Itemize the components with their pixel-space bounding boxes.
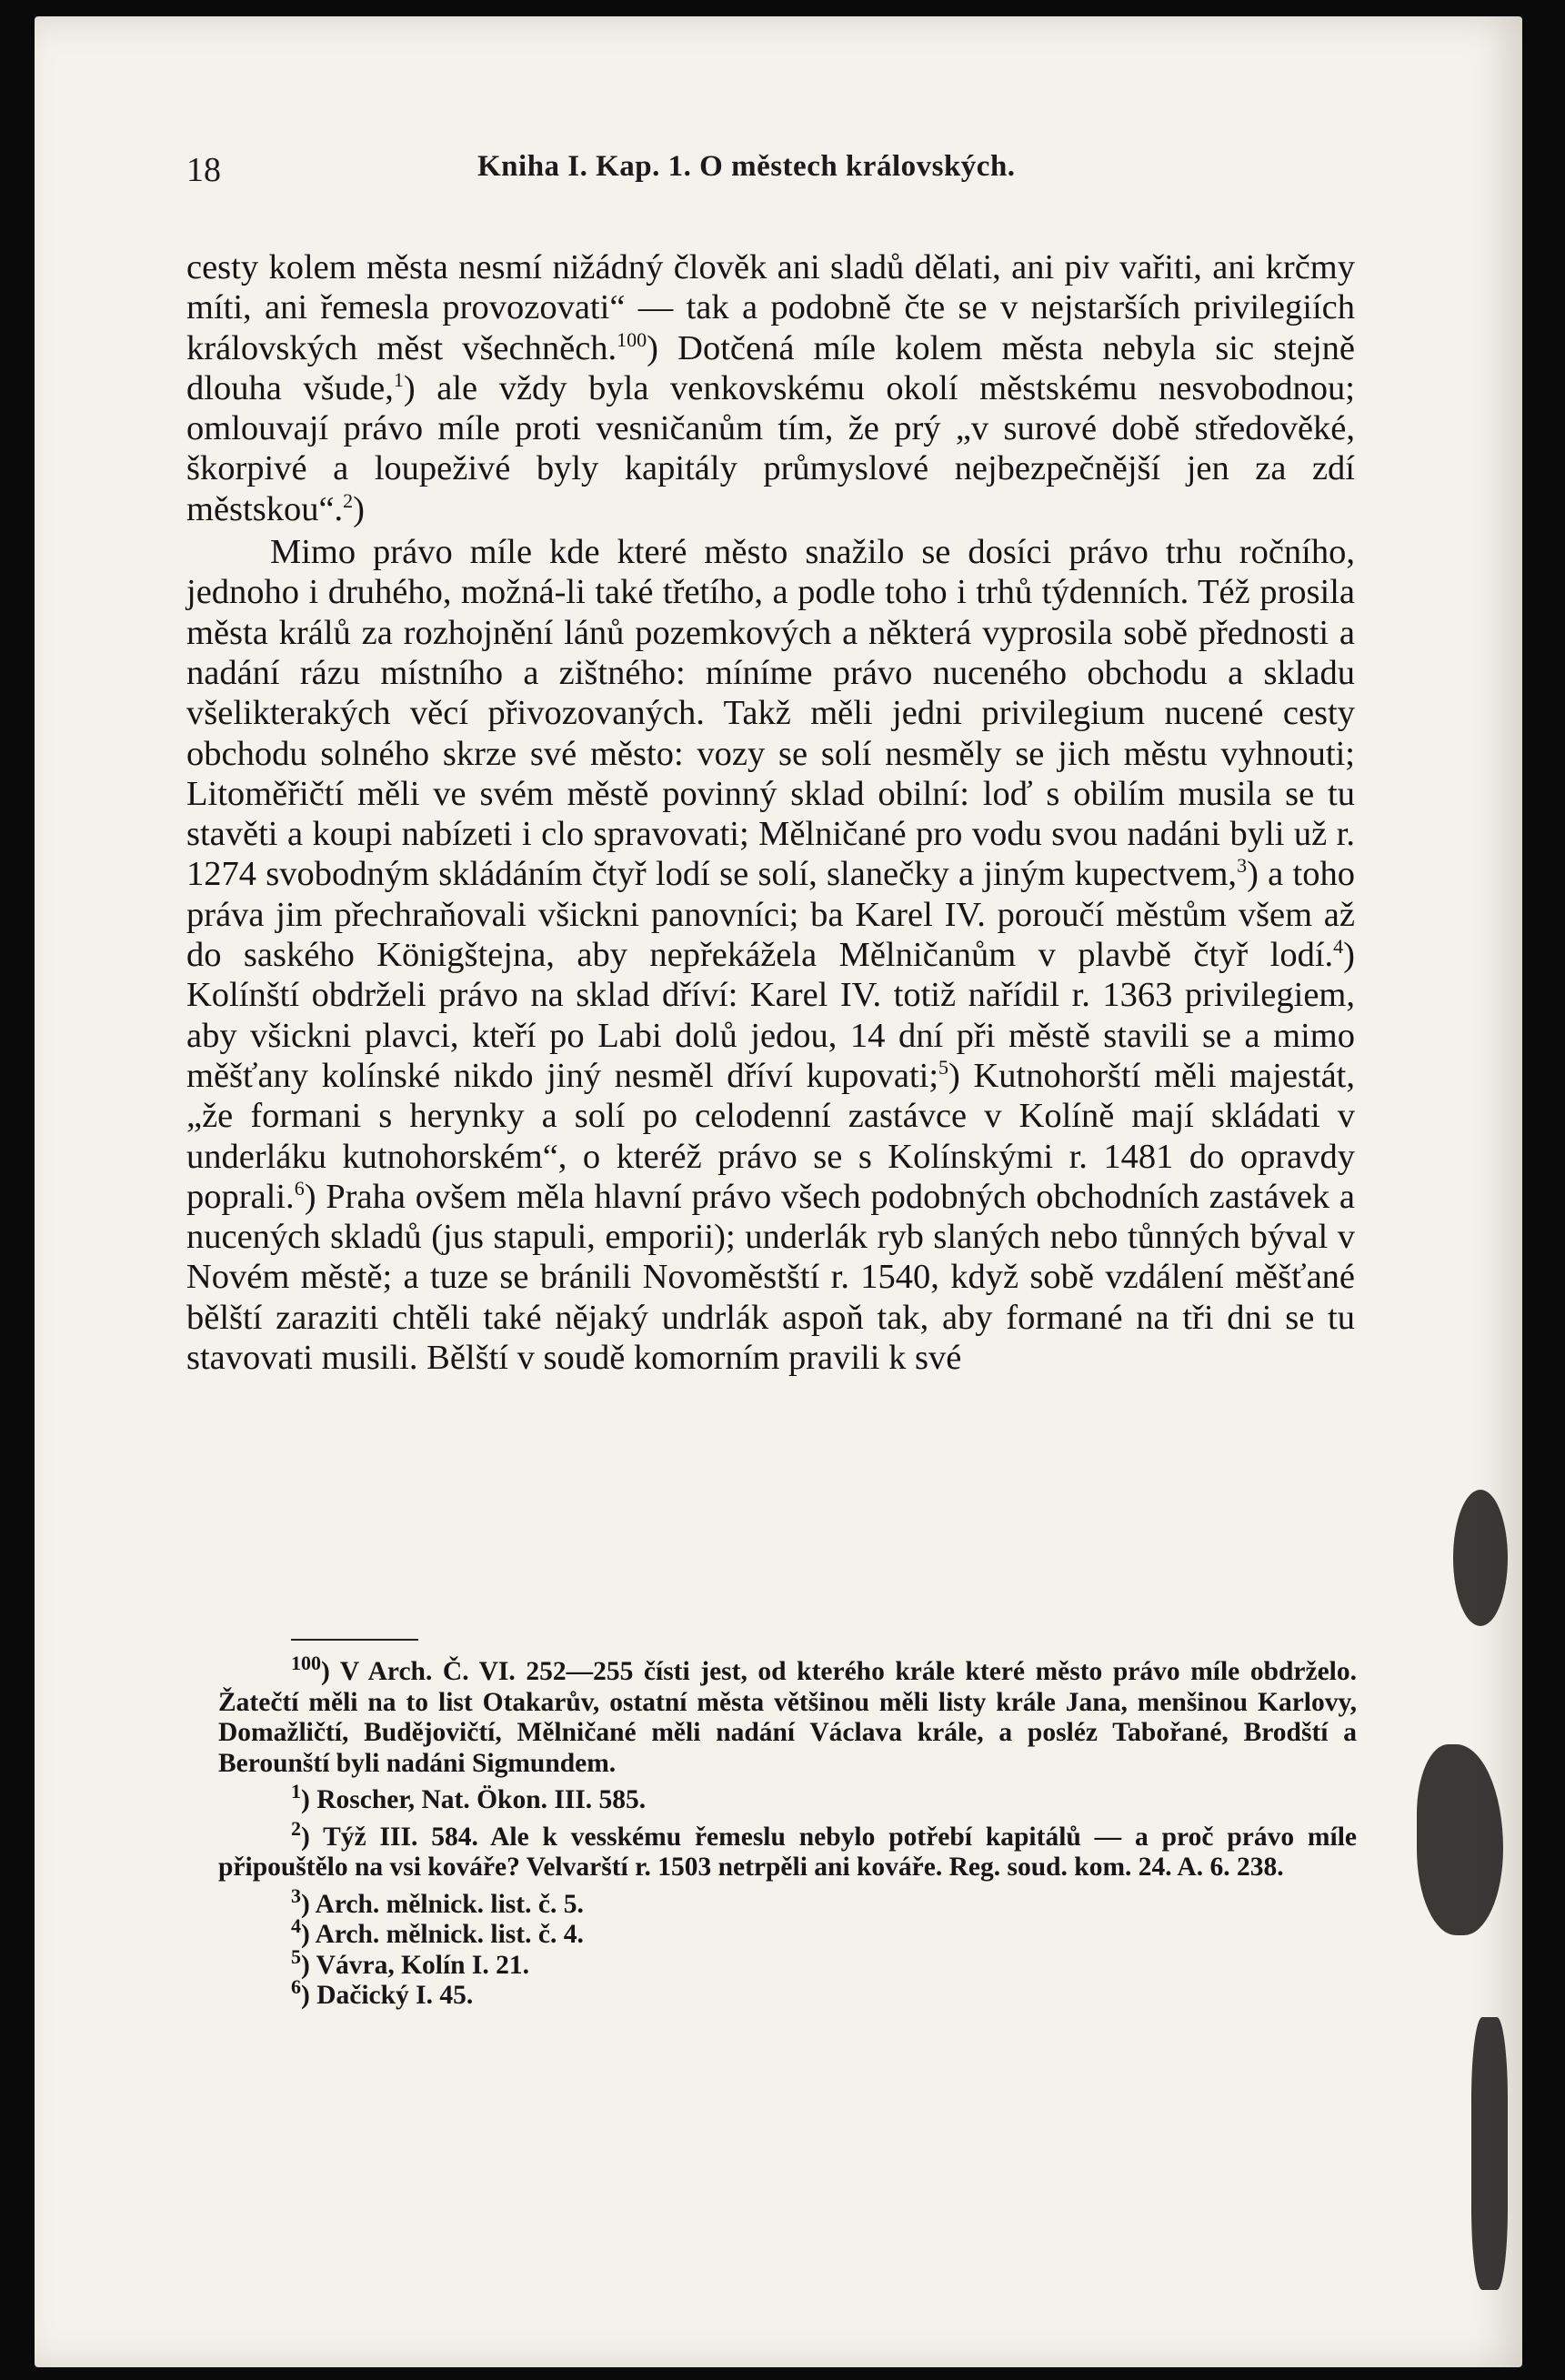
text-run: ) Kolínští obdrželi právo na sklad dříví: Karel IV. totiž nařídil r. 1363 privilegiem, aby všickni plavci, kteří po Labi dolů jedou, 14 dní při městě stavili se a mimo měšťany kolínské nikdo jiný nesměl dříví kupovati; [186,936,1355,1095]
footnote-ref: 100 [617,327,647,351]
footnote-mark: 4 [291,1914,301,1938]
footnote-text: ) Arch. mělnick. list. č. 4. [301,1920,584,1949]
footnote-ref: 2 [343,488,354,512]
footnote-text: ) Arch. mělnick. list. č. 5. [301,1889,584,1919]
footnote [218,1944,1357,1982]
footnote-mark: 2 [291,1816,301,1840]
footnote [218,1975,1357,2012]
footnote-mark: 1 [291,1780,301,1803]
footnote-mark: 5 [291,1944,301,1968]
footnote [218,1652,1357,1779]
footnote-text: ) V Arch. Č. VI. 252—255 čísti jest, od kterého krále které město právo míle obdrželo. Žatečtí měli na to list Otakarův, ostatní města většinou měli listy krále Jana, menšinou Karlovy, Domažličtí, Budějovičtí, Mělničané měli nadání Václava krále, a posléz Tabořané, Brodští a Berounští byli nadáni Sigmundem. [218,1657,1357,1778]
footnote-mark: 6 [291,1975,301,1999]
text-run: ) ale vždy byla venkovskému okolí městskému nesvobodnou; omlouvají právo míle proti vesničanům tím, že prý „v surové době středověké, škorpivé a loupeživé byly kapitály průmyslové nejbezpečnější jen za zdí městskou“. [186,368,1355,528]
footnote [218,1914,1357,1951]
footnote-ref: 4 [1333,935,1344,959]
footnotes [218,1652,1357,2012]
paragraph-2 [186,532,1355,1378]
footnote-divider [291,1639,418,1641]
page-stain [1417,1744,1503,1935]
text-run: cesty kolem města nesmí nižádný člověk ani sladů dělati, ani piv vařiti, ani krčmy míti, ani řemesla provozovati“ — tak a podobně čte se v nejstarších privilegiích královských měst všechněch. [186,248,1355,367]
footnote-text: ) Vávra, Kolín I. 21. [301,1950,530,1980]
footnote-ref: 1 [393,368,404,392]
page-header [186,150,1359,196]
text-run: ) Dotčená míle kolem města nebyla sic stejně dlouha všude, [186,328,1355,407]
page-stain [1471,2017,1508,2290]
footnote-ref: 6 [294,1177,305,1200]
body-text [186,247,1355,1378]
page-stain [1453,1490,1508,1626]
text-run: ) a toho práva jim přechraňovali všickni panovníci; ba Karel IV. poroučí městům všem až do saského Königštejna, aby nepřekážela Mělničanům v plavbě čtyř lodí. [186,855,1355,975]
paragraph-1 [186,247,1355,529]
footnote-mark: 3 [291,1883,301,1907]
page-number: 18 [186,151,221,189]
text-run: Mimo právo míle kde které město snažilo se dosíci právo trhu ročního, jednoho i druhého, možná-li také třetího, a podle toho i trhů týdenních. Též prosila města králů za rozhojnění lánů pozemkových a některá vyprosila sobě přednosti a nadání rázu místního a zištného: míníme právo nuceného obchodu a skladu všelikterakých věcí přivozovaných. Takž měli jedni privilegium nucené cesty obchodu solného skrze své město: vozy se solí nesměly se jich městu vyhnouti; Litoměřičtí měli ve svém městě povinný sklad obilní: loď s obilím musila se tu stavěti a koupi nabízeti i clo spravovati; Mělničané pro vodu svou nadáni byli už r. 1274 svobodným skládáním čtyř lodí se solí, slanečky a jiným kupectvem, [186,533,1355,894]
footnote-ref: 5 [938,1056,949,1080]
text-run: ) [353,489,365,528]
footnote [218,1883,1357,1921]
footnote-ref: 3 [1237,854,1248,878]
footnote-mark: 100 [291,1652,321,1675]
footnote-text: ) Roscher, Nat. Ökon. III. 585. [301,1785,647,1814]
footnote [218,1780,1357,1816]
footnote-text: ) Dačický I. 45. [301,1981,474,2010]
footnote-text: ) Týž III. 584. Ale k vesskému řemeslu nebylo potřebí kapitálů — a proč právo míle připouštělo na vsi kováře? Velvarští r. 1503 netrpěli ani kováře. Reg. soud. kom. 24. A. 6. 238. [218,1822,1357,1882]
text-run: ) Praha ovšem měla hlavní právo všech podobných obchodních zastávek a nucených skladů (jus stapuli, emporii); underlák ryb slaných nebo tůnných býval v Novém městě; a tuze se bránili Novoměstští r. 1540, když sobě vzdálení měšťané bělští zaraziti chtěli také nějaký undrlák aspoň tak, aby formané na tři dni se tu stavovati musili. Bělští v soudě komorním pravili k své [186,1177,1355,1378]
footnote [218,1816,1357,1883]
running-head: Kniha I. Kap. 1. O městech královských. [477,150,1016,183]
text-run: ) Kutnohorští měli majestát, „že formani s herynky a solí po celodenní zastávce v Kolíně mají skládati v underláku kutnohorském“, o kteréž právo se s Kolínskými r. 1481 do opravdy poprali. [186,1056,1355,1216]
